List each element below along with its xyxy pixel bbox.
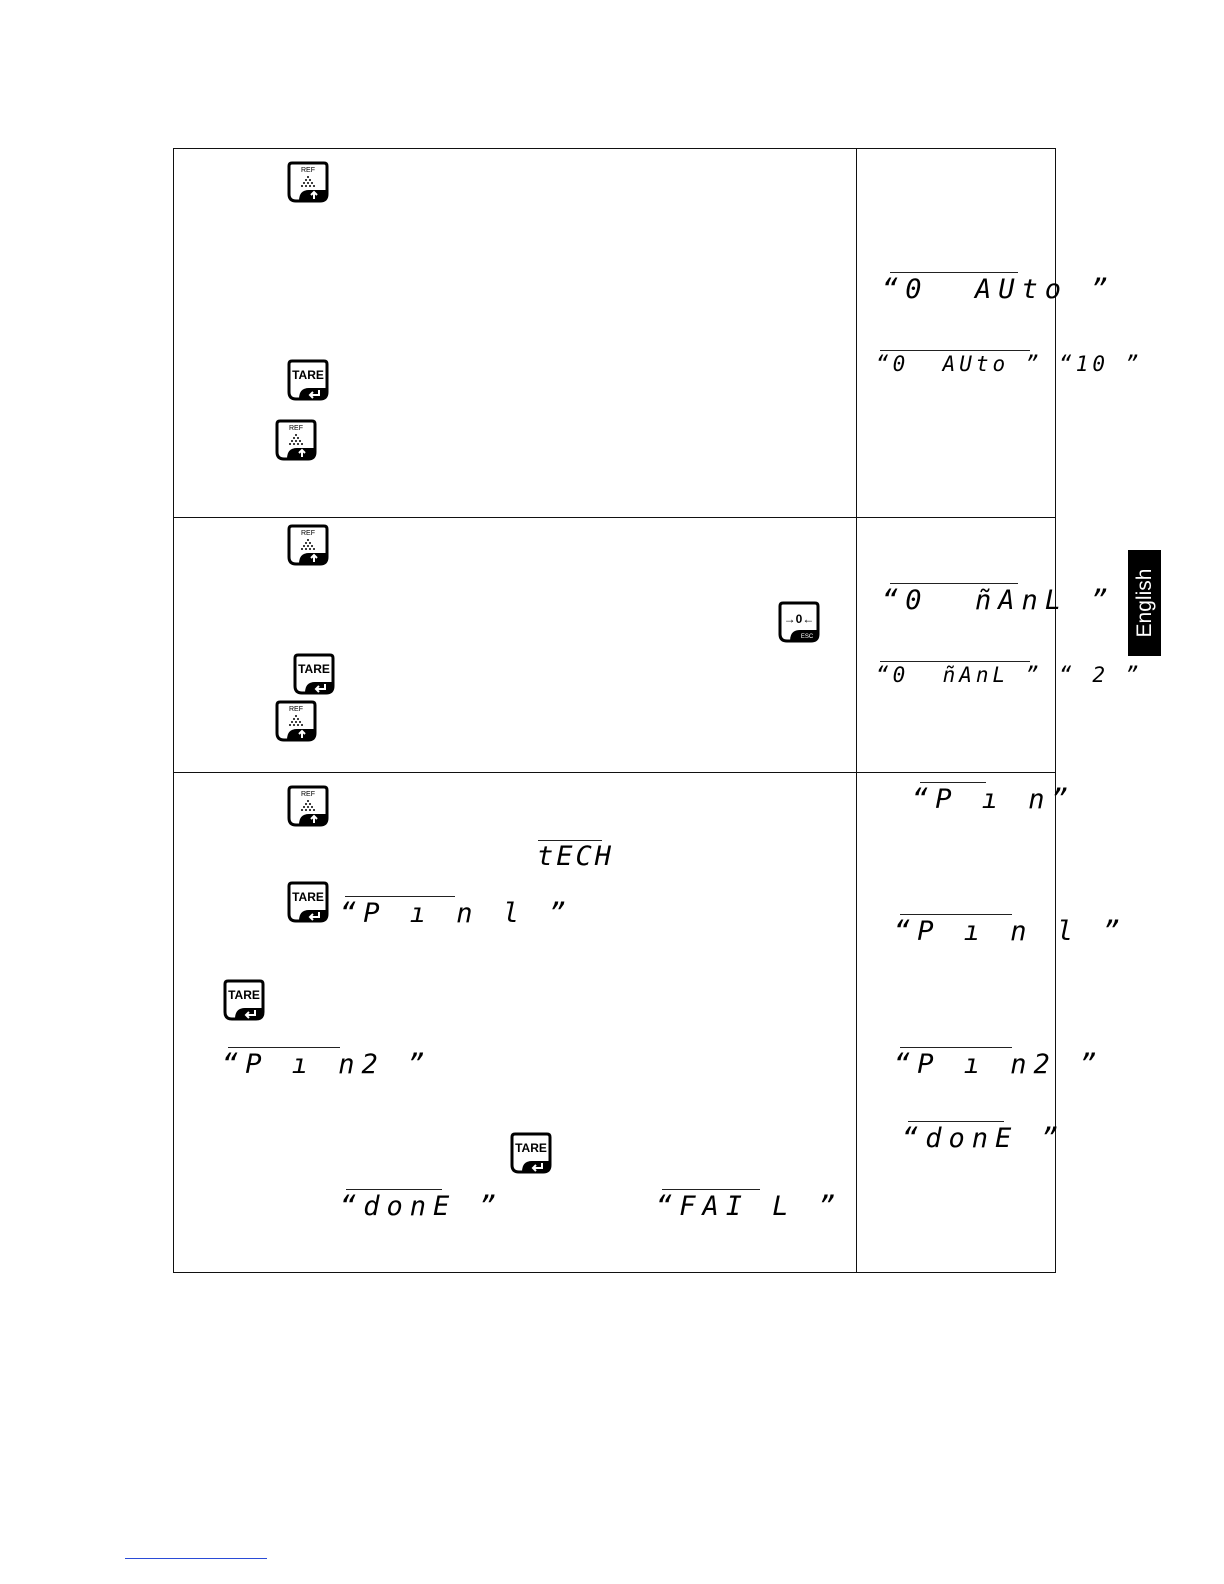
svg-text:REF: REF (289, 706, 303, 713)
inline-pin1: “P ı n l ” (340, 898, 573, 929)
display-done: “donE ” (902, 1123, 1065, 1154)
language-tab (1128, 550, 1161, 656)
row-divider-2 (173, 772, 1056, 773)
zero-esc-key-icon (778, 600, 820, 642)
ref-key-icon (275, 418, 317, 460)
ref-key-icon (275, 699, 317, 741)
display-pin: “P ı n” (912, 784, 1075, 815)
display-pin1: “P ı n l ” (894, 916, 1127, 947)
svg-text:TARE: TARE (298, 662, 330, 676)
display-zero-manual-2: “0 ñAnL ” “ 2 ” (876, 663, 1143, 687)
svg-text:REF: REF (301, 791, 315, 798)
tare-key-icon (510, 1131, 552, 1173)
svg-text:REF: REF (301, 167, 315, 174)
inline-fail: “FAI L ” (656, 1191, 843, 1222)
svg-text:TARE: TARE (292, 890, 324, 904)
ref-key-icon (287, 784, 329, 826)
display-zero-auto: “0 AUto ” (882, 274, 1115, 305)
tare-key-icon (223, 978, 265, 1020)
display-pin2: “P ı n2 ” (894, 1049, 1104, 1080)
inline-pin2: “P ı n2 ” (222, 1049, 432, 1080)
inline-done: “donE ” (340, 1191, 503, 1222)
tare-key-icon (287, 880, 329, 922)
svg-text:TARE: TARE (292, 368, 324, 382)
display-zero-auto-10: “0 AUto ” “10 ” (876, 352, 1143, 376)
tare-key-icon (287, 358, 329, 400)
svg-text:REF: REF (289, 425, 303, 432)
language-tab-label: English (1132, 568, 1156, 638)
tare-key-icon (293, 652, 335, 694)
ref-key-icon (287, 160, 329, 202)
row-divider-1 (173, 517, 1056, 518)
svg-text:→0←: →0← (783, 612, 815, 626)
svg-text:REF: REF (301, 530, 315, 537)
column-divider (856, 148, 857, 1273)
svg-text:TARE: TARE (515, 1141, 547, 1155)
display-tech: tECH (537, 841, 615, 872)
footer-rule (125, 1558, 267, 1559)
svg-text:ESC: ESC (800, 634, 814, 640)
display-zero-manual: “0 ñAnL ” (882, 585, 1115, 616)
ref-key-icon (287, 523, 329, 565)
svg-text:TARE: TARE (228, 988, 260, 1002)
